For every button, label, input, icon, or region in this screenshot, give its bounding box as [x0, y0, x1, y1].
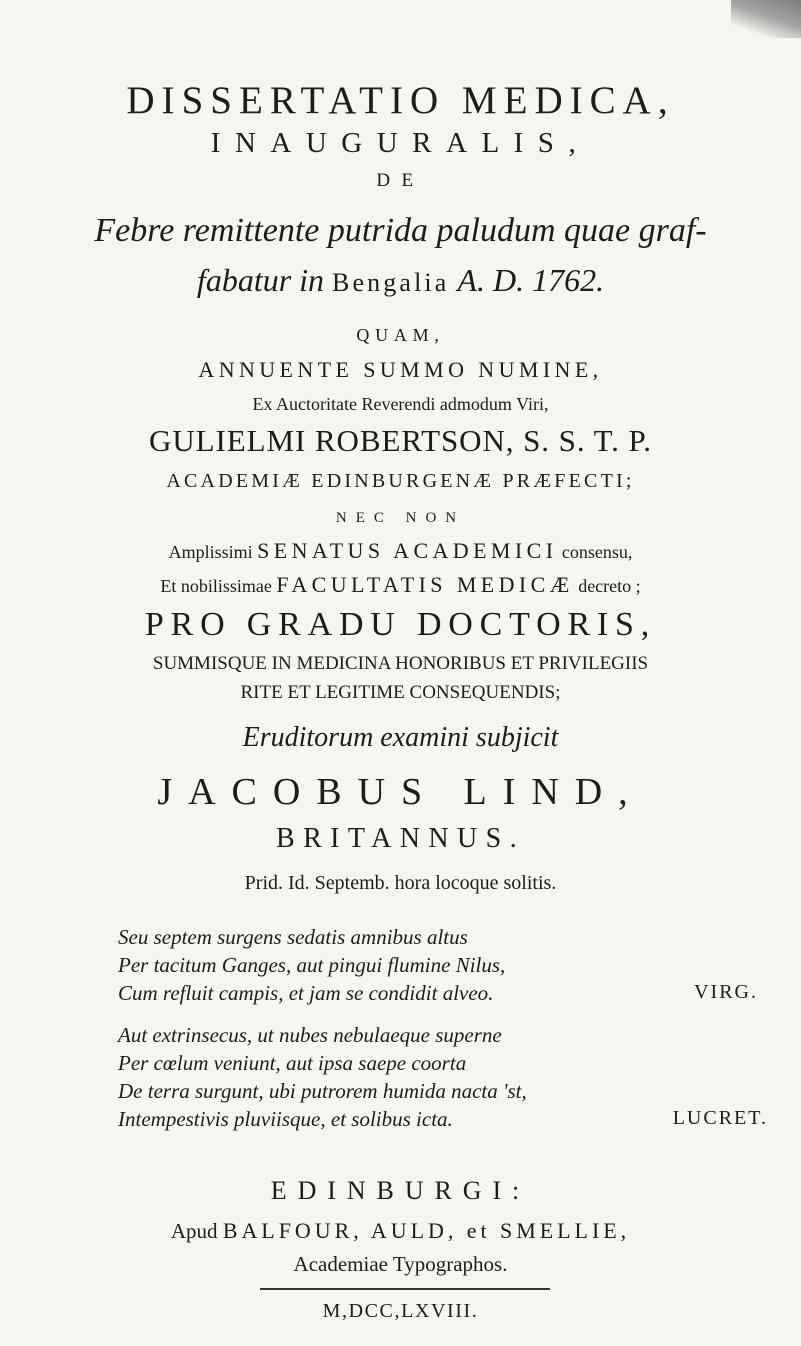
- subject-date: A. D. 1762.: [457, 262, 605, 298]
- quote-virgil-line-3-text: Cum refluit campis, et jam se condidit alveo.: [118, 981, 494, 1005]
- author-name: JACOBUS LIND,: [157, 771, 644, 813]
- facultatis-medicae: FACULTATIS MEDICÆ: [276, 572, 574, 597]
- subject-place: Bengalia: [332, 268, 450, 297]
- quote-lucretius-line-1: Aut extrinsecus, ut nubes nebulaeque superne: [118, 1023, 502, 1047]
- quam-line: QUAM,: [356, 325, 445, 345]
- auctoritate-line: Ex Auctoritate Reverendi admodum Viri,: [252, 394, 549, 414]
- imprint-printers: [0, 1218, 801, 1244]
- title-line-3: DE: [376, 170, 425, 191]
- page-corner-shadow: [731, 0, 801, 38]
- summis-line: SUMMISQUE IN MEDICINA HONORIBUS ET PRIVILEGIIS: [152, 653, 649, 674]
- senatus-line: [0, 538, 801, 564]
- quote-virgil-author: VIRG.: [694, 981, 758, 1003]
- title-line-2: INAUGURALIS,: [210, 127, 591, 159]
- facultatis-nobilissimae: Et nobilissimae: [160, 576, 272, 596]
- quote-virgil-line-1: Seu septem surgens sedatis amnibus altus: [118, 925, 468, 949]
- quote-lucretius-line-4: [118, 1107, 768, 1132]
- imprint-city: EDINBURGI:: [270, 1176, 531, 1205]
- senatus-academici: SENATUS ACADEMICI: [257, 538, 558, 563]
- rite-line: RITE ET LEGITIME CONSEQUENDIS;: [240, 682, 561, 703]
- defense-date-line: Prid. Id. Septemb. hora locoque solitis.: [244, 872, 557, 894]
- rector-name: GULIELMI ROBERTSON, S. S. T. P.: [149, 423, 652, 458]
- quote-lucretius-line-2: Per cœlum veniunt, aut ipsa saepe coorta: [118, 1051, 467, 1075]
- subject-line-2: [0, 262, 801, 299]
- senatus-amplissimi: Amplissimi: [168, 542, 253, 562]
- title-line-1: DISSERTATIO MEDICA,: [126, 79, 675, 122]
- imprint-apud: Apud: [170, 1219, 218, 1243]
- quote-virgil-line-2: Per tacitum Ganges, aut pingui flumine Nilus,: [118, 953, 506, 977]
- eruditorum-line: Eruditorum examini subjicit: [242, 722, 559, 753]
- annuente-line: ANNUENTE SUMMO NUMINE,: [198, 357, 603, 382]
- imprint-year: M,DCC,LXVIII.: [322, 1300, 479, 1322]
- quote-lucretius-line-4-text: Intempestivis pluviisque, et solibus icta.: [118, 1107, 453, 1131]
- author-nation: BRITANNUS.: [276, 823, 525, 854]
- quote-lucretius-line-3: De terra surgunt, ubi putrorem humida nacta 'st,: [118, 1079, 527, 1103]
- subject-fabatur: fabatur in: [196, 262, 325, 298]
- academiae-line: ACADEMIÆ EDINBURGENÆ PRÆFECTI;: [166, 470, 635, 492]
- facultatis-line: [0, 572, 801, 598]
- nec-non-line: NEC NON: [335, 510, 466, 526]
- senatus-consensu: consensu,: [561, 542, 633, 562]
- quote-lucretius-author: LUCRET.: [672, 1107, 768, 1129]
- facultatis-decreto: decreto ;: [578, 576, 641, 596]
- imprint-rule: [260, 1288, 550, 1290]
- pro-gradu-line: PRO GRADU DOCTORIS,: [144, 606, 657, 643]
- quote-virgil-line-3: [118, 981, 758, 1006]
- subject-line-1: Febre remittente putrida paludum quae graf-: [94, 212, 707, 249]
- imprint-printer-names: BALFOUR, AULD, et SMELLIE,: [222, 1218, 631, 1243]
- imprint-typographos: Academiae Typographos.: [293, 1252, 508, 1276]
